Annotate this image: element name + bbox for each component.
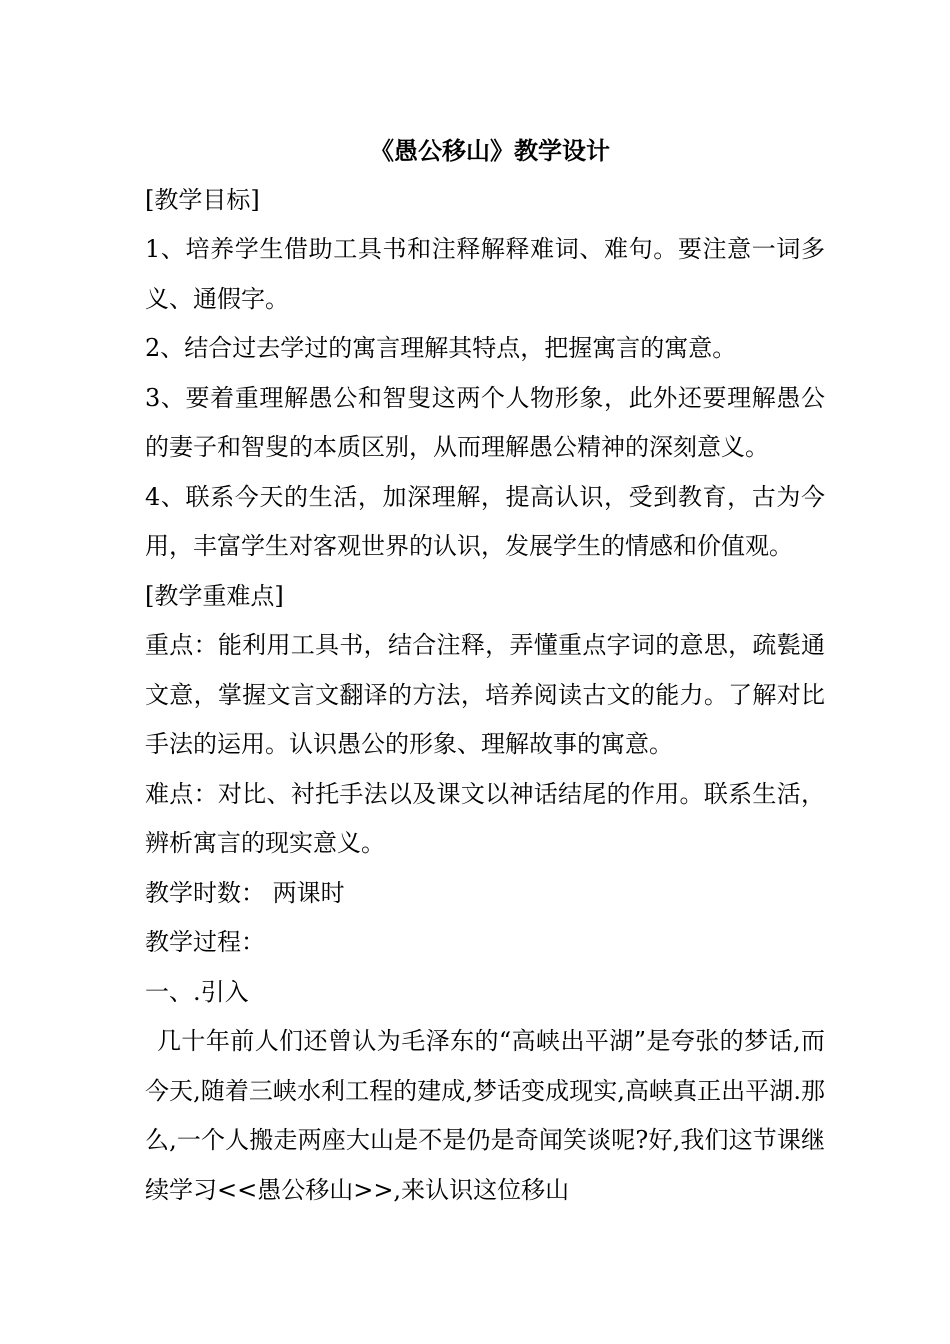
key-point-paragraph: 重点：能利用工具书，结合注释，弄懂重点字词的意思，疏甏通文意，掌握文言文翻译的方法，培养阅读古文的能力。了解对比手法的运用。认识愚公的形象、理解故事的寓意。 bbox=[145, 631, 825, 758]
objective-item-2: 2、结合过去学过的寓言理解其特点，把握寓言的寓意。 bbox=[145, 334, 737, 362]
document-body bbox=[145, 126, 825, 1215]
document-title: 《愚公移山》教学设计 bbox=[370, 136, 610, 165]
section-heading-process: 教学过程： bbox=[145, 928, 265, 956]
intro-paragraph: 几十年前人们还曾认为毛泽东的“高峡出平湖”是夸张的梦话,而今天,随着三峡水利工程的建成,梦话变成现实,高峡真正出平湖.那么,一个人搬走两座大山是不是仍是奇闻笑谈呢?好,我们这节课继续学习<<愚公移山>>,来认识这位移山 bbox=[145, 1027, 825, 1204]
process-step-intro: 一、.引入 bbox=[145, 977, 249, 1006]
objective-item-4: 4、联系今天的生活，加深理解，提高认识，受到教育，古为今用，丰富学生对客观世界的认识，发展学生的情感和价值观。 bbox=[145, 482, 825, 560]
objective-item-1: 1、培养学生借助工具书和注释解释难词、难句。要注意一词多义、通假字。 bbox=[145, 235, 825, 313]
section-heading-objectives: [教学目标] bbox=[145, 185, 260, 214]
section-heading-key-points: [教学重难点] bbox=[145, 581, 284, 610]
lesson-hours: 教学时数： 两课时 bbox=[145, 878, 345, 907]
objective-item-3: 3、要着重理解愚公和智叟这两个人物形象，此外还要理解愚公的妻子和智叟的本质区别，从而理解愚公精神的深刻意义。 bbox=[145, 383, 825, 461]
difficulty-paragraph: 难点：对比、衬托手法以及课文以神话结尾的作用。联系生活，辨析寓言的现实意义。 bbox=[145, 779, 825, 857]
